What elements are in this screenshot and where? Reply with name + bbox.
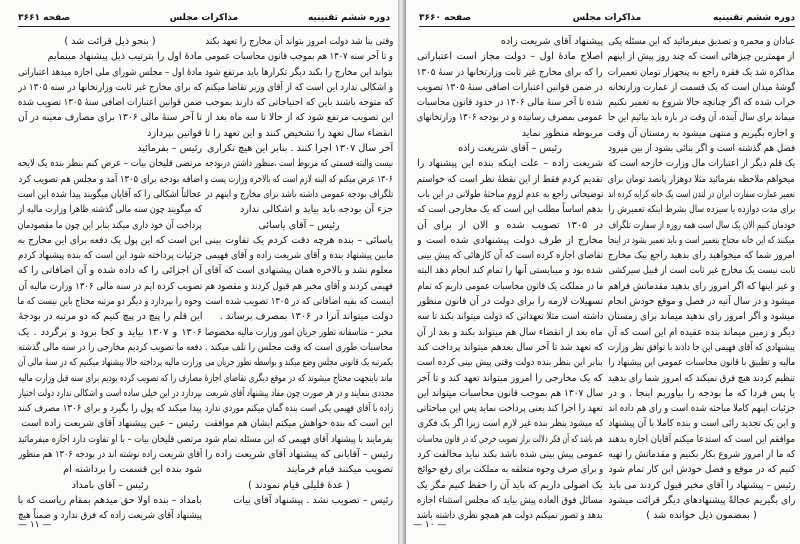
text-line-content: شده بود و میبایستی آنها را تمام کند انجام دهد البته: [417, 265, 603, 277]
text-line: [417, 34, 603, 49]
text-line: [417, 447, 603, 462]
text-line: [417, 172, 603, 187]
text-line: [417, 80, 603, 95]
text-line-content: میماند برای سال آینده، آن وقت در باره باید بیائیم این جا: [608, 112, 795, 124]
text-line: [18, 172, 202, 187]
text-line-content: و تا آخر سنه ۱۳۰۷ هم بموجب قانون محاسبات عمومی: [205, 51, 393, 63]
text-line-content: این قلم را پیچ در پیچ کنیم که دو مرتبه در بودجهٔ: [18, 311, 202, 323]
text-line: [608, 95, 795, 110]
text-line: [417, 309, 603, 324]
text-line-content: یا پس فردا که ما بودجه را بیاوریم اینجا . و در: [608, 387, 795, 399]
text-line: [417, 386, 603, 401]
folio: — ۱۱ —: [18, 520, 52, 530]
text-line-content: دیگر و زمین میماند بنده عقیده ام این است که آن: [608, 326, 795, 338]
text-line-content: را که برای مخارج غیر ثابت وزارتخانها در سنهٔ ۱۳۰۵: [417, 66, 603, 78]
text-line: [417, 355, 603, 370]
text-line-content: توضیحاتی راجع به عدم لزوم مباحثهٔ طولانی در این باب: [417, 188, 603, 200]
text-line: [417, 141, 603, 156]
text-line: [417, 279, 603, 294]
text-line-content: ۱۳۰۶ و ۱۳۰۷ بیاید و کجا برود و برگردد . یک: [18, 326, 202, 338]
text-line-content: مصارف را که تصویب کرده بودیم برای سنه قبل وزارت مالیه: [18, 372, 202, 384]
text-line: [417, 248, 603, 263]
text-line: [608, 325, 795, 340]
text-line: [205, 187, 393, 202]
text-line: [417, 432, 603, 447]
text-line-content: محاسبات طوری است که وقت مجلس را تلف میکند .: [205, 341, 393, 353]
text-line: [18, 294, 202, 309]
text-line-content: مخارج از طرف دولت پیشنهادی شده است و: [417, 234, 603, 246]
text-line: [417, 187, 603, 202]
text-line: [205, 233, 393, 248]
text-line-content: کنیم که در موقع و فصل خودش این کار تمام شود: [608, 464, 795, 476]
text-line-content: مذاکره شد یک فقره راجع به پنجهزار تومان تعمیرات: [608, 66, 795, 78]
text-line-content: تعهد را اجرا کند یعنی پرداخت نماید پس این مباحثاتی: [417, 403, 603, 415]
text-line-content: برای مدت دوازده یا سیزده سال بشرط اینکه تعمیرش را: [608, 204, 795, 216]
text-line: [205, 401, 393, 416]
text-line: [417, 156, 603, 171]
text-line: [205, 371, 393, 386]
text-line-content: تصویب کرده ایم در سنه مالی ۱۳۰۶ وزارت مالیه آن: [18, 280, 202, 292]
text-line-content: شود بنده این قسمت را برداشته ام: [63, 464, 202, 476]
text-line-content: ما در مملکت یک قانون محاسبات عمومی داریم که تمام: [417, 280, 603, 292]
text-line: [608, 202, 795, 217]
text-column-left: [417, 34, 603, 524]
text-line-content: در ۱۳۰۵ تصویب شده و الان از برای آن: [417, 219, 603, 231]
text-line: [205, 156, 393, 171]
text-line-content: شده تا آخر سنهٔ مالی ۱۳۰۶ در حدود قانون محاسبات: [417, 97, 603, 109]
text-line-content: انقضاء سال تعهد را تشخیص کنند و این تعهد را تا: [205, 127, 393, 139]
text-line-content: فهیمی کردند و آقای مخبر هم قبول کردند و مقصود هم: [205, 280, 393, 292]
text-line-content: رئیس – بفرمائید: [137, 143, 202, 155]
text-line: [205, 80, 393, 95]
text-line: [205, 202, 393, 217]
text-line: [205, 325, 393, 340]
text-line-content: آن اجزائی را که داده شده و آن اضافاتی را که: [18, 265, 202, 277]
text-line: [18, 401, 202, 416]
text-line-content: تنظیم کردند هیچ فرق نمیکند که امروز شما رای بدهید: [608, 372, 795, 384]
text-line: [608, 110, 795, 125]
text-line: [205, 493, 393, 508]
text-line: [205, 65, 393, 80]
text-line-content: وجوه را بپردازد و دیگر دو مرتبه محتاج باین نیست که ما: [18, 296, 202, 308]
text-line-content: دولت میتواند آنرا در ۱۳۰۶ بمصرف برساند .: [219, 311, 393, 323]
text-line-content: در ضمن قوانین اعتبارات اضافی سنهٔ ۱۳۰۵ تصویب: [417, 81, 603, 93]
text-line: [608, 248, 795, 263]
text-line: [417, 218, 603, 233]
text-line: [18, 49, 202, 64]
text-line: [417, 371, 603, 386]
text-line: [205, 49, 393, 64]
text-line: [608, 187, 795, 202]
text-line: [18, 187, 202, 202]
text-line: [608, 294, 795, 309]
text-line-content: هم باشد که آن فکر دلالت براز تصویب خرجی که در قانون محاسبات: [417, 433, 603, 445]
text-line-content: امروز شما که میخواهید رای بدهید راجع بیک مخارج: [608, 250, 795, 262]
text-line: [608, 309, 795, 324]
page-number: صفحه ۳۶۶۱: [18, 13, 71, 23]
text-line-content: موافقم این است که استدعا میکنم آقایان اجازه بدهند: [608, 433, 795, 445]
text-line-content: قوانین بپردازد: [147, 127, 202, 139]
text-line: [205, 126, 393, 141]
text-line-content: که متوجه باشند باین که احتیاجاتی که دارند بموجب: [205, 97, 393, 109]
text-line-content: زاده با آقای فهیمی یکی است بنده گمان میکنم موردی ندارد: [205, 403, 393, 415]
text-line: [205, 432, 393, 447]
text-line-content: میشود و در سال آتیه در فصل و موقع خودش انجام: [608, 296, 795, 308]
text-line: [417, 478, 603, 493]
book-gutter: [398, 0, 406, 544]
text-line-content: و اشکالی ندارد این است که از آقای وزیر تقاضا میکنم: [205, 81, 393, 93]
text-line: [18, 462, 202, 477]
text-line: [417, 401, 603, 416]
text-line-content: ضمن قوانین اعتبارات اضافی سنهٔ ۱۳۰۵ تصویب شده: [18, 97, 202, 109]
text-line-content: پیشنهاد آقای شریعت زاده: [500, 36, 603, 47]
text-line: [417, 416, 603, 431]
text-line-content: تقدیم کردم فقط از این نقطهٔ نظر است که خواستم: [417, 173, 603, 185]
text-line: [18, 218, 202, 233]
text-line-content: یک قلم دیگر از اعتبارات مال وزارت خارجه است که: [608, 158, 795, 170]
text-line-content: رئیس – آقایانی که پیشنهاد آقای شریعت زاده را: [205, 449, 393, 461]
text-line-content: بامداد – بنده اولا حق میدهم بمقام ریاست که با: [18, 494, 202, 506]
text-line-content: وقتی بنا شد دولت امروز بتواند آن مخارج را تعهد بکند: [205, 36, 393, 47]
text-line: [18, 110, 202, 125]
folio: — ۱۰ —: [413, 520, 447, 530]
text-line-content: و این یک تجدید رائی است و بنده کاملا با آن پیشنهاد: [608, 418, 795, 430]
text-line-content: و اجازه بگیریم و منتهی میشود به زمستان آن وقت: [608, 127, 795, 139]
text-line-content: که ما از امروز شروع بکار بکنیم و مقدماتش را تهیه: [608, 449, 795, 461]
text-line: [205, 110, 393, 125]
text-line-content: که تعهد شد تا آخر سال بعدهم میتواند پرداخت کند: [417, 341, 603, 353]
text-line: [417, 233, 603, 248]
text-line: [205, 416, 393, 431]
text-line-content: آقای شریعت زاده نوشته اند در بودجه ۱۳۰۶ هم منظور: [18, 449, 202, 461]
text-line-content: بدهم اساساً مطلب این است که یک مخارجی است که: [417, 204, 603, 216]
text-line-content: پیشنهاد آقای شریعت زاده که فرق ندارد و ضمناً هیچ: [18, 510, 202, 522]
text-line-content: مادهٔ اول – مجلس شورای ملی اجازه میدهد اعتباراتی: [18, 66, 202, 78]
text-line: [205, 386, 393, 401]
text-line: [18, 478, 202, 493]
text-line: [417, 340, 603, 355]
text-line-content: ( بمضمون ذیل خوانده شد ): [646, 510, 757, 522]
session-label: دوره ششم تقنینیه: [307, 13, 390, 23]
text-line-content: یکمرتبه یک قانونی مجلس وضع میکند و بواسطه تطور جریان می: [205, 357, 393, 369]
text-line: [205, 478, 393, 493]
text-line: [205, 447, 393, 462]
text-line: [608, 172, 795, 187]
text-line: [205, 95, 393, 110]
text-line-content: پیدا میکند که پول را بگیرد و برای ۱۳۰۶ مصرف کنند: [18, 403, 202, 415]
text-line: [18, 447, 202, 462]
text-line: [608, 401, 795, 416]
text-line-content: رئیس – آقای بامداد: [71, 479, 149, 491]
text-line-content: مابین پیشنهاد بنده و آقای شریعت زاده و آقای فهیمی: [205, 250, 393, 262]
text-line: [18, 80, 202, 95]
text-line: [608, 80, 795, 95]
text-line: [608, 126, 795, 141]
text-line-content: ۱۳۰۶ عرض میکنم که البته لازم است که بالاخره وزارت پست و: [205, 173, 393, 185]
text-line: [18, 493, 202, 508]
text-line: [417, 95, 603, 110]
text-line: [608, 263, 795, 278]
text-line: [417, 110, 603, 125]
text-line-content: این است که بنده خواهش میکنم ایشان هم موافقت: [205, 418, 393, 430]
text-line-content: وزارت مالیه پرداخته حالا پیشنهاد میکنیم که در سنهٔ مالی آن: [18, 357, 202, 369]
text-line-content: عمومی پیش بینی شده باشد بکند نباید مخالفت کرد: [417, 449, 603, 461]
text-column-left: [18, 34, 202, 524]
text-line-content: بنابر این بنظر بنده دولت وقتی پیش بینی کرده است: [417, 357, 603, 369]
text-line-content: ( بنحو ذیل قرائت شد ): [64, 36, 156, 47]
text-line-content: تسهیلات لازمه را برای دولت در آن قانون منظور: [417, 296, 603, 308]
text-line: [205, 172, 393, 187]
text-line: [608, 279, 795, 294]
text-line-content: نیست والبته قسمتی که مربوط است ،منظور داشتن دربودجه: [205, 158, 393, 170]
text-line: [608, 371, 795, 386]
text-line-content: رئیس – آقای یاسائی: [258, 219, 340, 231]
text-line: [608, 478, 795, 493]
text-line: [205, 279, 393, 294]
text-line-content: جزئیات اینهم کاملا مباحثه شده است و رای هم داده اند: [608, 403, 795, 415]
text-line: [205, 263, 393, 278]
text-line-content: میشود و اگر امروز رای ندهید میماند برای زمستان: [608, 311, 795, 323]
text-line-content: خراب شده که اگر چنانچه حالا شروع به تعمیر نکنیم: [608, 97, 795, 109]
text-line-content: که برای مخارج غیر ثابت وزارتخانها در سنه ۱۳۰۵ در: [18, 81, 202, 93]
text-line: [417, 462, 603, 477]
text-line-content: جزئیات پرداخته شود این است که بنده پیشنهاد کردم: [18, 250, 202, 262]
text-line-content: ماند باینجهت محتاج میشوند که در موقع دیگری تقاضای اجازهٔ: [205, 372, 393, 384]
text-line: [608, 141, 795, 156]
text-line-content: رئیس – پیشنهاد را آقای مخبر قبول کردند می باید: [608, 479, 795, 491]
text-line: [205, 141, 393, 156]
text-line-content: مخبر – متاسفانه تطور جریان امور وزارت مالیه مخصوصا: [205, 326, 393, 338]
text-line-content: تقاضای اجازه کرده است که آن کارهائی که پیش بینی: [417, 250, 603, 262]
text-line: [205, 355, 393, 370]
text-line-content: مسائل فوق العاده پیش بیاید که مجلس استثناء اجازه: [417, 494, 603, 506]
text-line: [205, 34, 393, 49]
text-line: [608, 508, 795, 523]
text-line-content: یک اصولی داریم که باید آن را حفظ کنیم مگر یک: [417, 479, 603, 491]
text-line: [205, 248, 393, 263]
text-line-content: و برای صرف وجوه متعلقه به مملکت برای رفع حوائج: [417, 464, 603, 476]
text-line-content: اینست که بقیه اضافاتی که در ۱۳۰۵ تصویب شده است: [205, 296, 393, 308]
text-line: [417, 493, 603, 508]
text-line: [608, 156, 795, 171]
text-line-content: عمومی بمصرف رسانیده و در بودجه ۱۳۰۶ وزارتخانهای: [417, 112, 603, 124]
text-line-content: مادهٔ اول را بترتیب ذیل پیشنهاد مینمایم: [47, 51, 202, 63]
text-line-content: گوشهٔ میدان است که یک قسمت از عمارت وزارتخانه: [608, 81, 795, 93]
text-line-content: مرتضی قلیخان بیات – عرض کنم بنظر بنده یک لایحه: [18, 158, 202, 170]
text-line-content: ثابت نیست یک مخارج غیر ثابت است از قبیل سیرکشی: [608, 265, 795, 277]
text-line-content: تا آخر سنهٔ مالی ۱۳۰۶ برای مصارف معینه در آن: [18, 112, 202, 124]
text-line-content: جزء آن بودجه باید بیاید و اشکالی ندارد: [239, 204, 393, 216]
text-line: [18, 233, 202, 248]
text-line: [608, 447, 795, 462]
text-line-content: دفعه ما تصویب کردیم مخارجی را در سنه مالی گذشته: [18, 341, 202, 353]
text-line-content: معلوم نشد و بالاخره همان پیشنهادی است که آقای: [205, 265, 393, 277]
text-line: [608, 432, 795, 447]
text-line: [608, 49, 795, 64]
text-line-content: تعمیر عمارت سفارت ایران در لندن است یک خانه کرایه کرده اند: [608, 188, 795, 200]
text-line-content: که میگویند چون سنه مالی گذشته ظاهرا وزارت مالیه از: [18, 204, 202, 216]
page-number: صفحه ۳۶۶۰: [419, 13, 472, 23]
text-line: [608, 34, 795, 49]
text-line-content: که یک مخارجی را امروز میتواند تعهد کند و تا آخر: [417, 372, 603, 384]
text-line-content: رای بگیریم عجالةً پیشنهادهای دیگر قرائت میشود: [608, 494, 795, 506]
text-line: [608, 340, 795, 355]
text-line-content: مرتضی قلیخان بیات – با او تفاوت دارد اجازه میفرمائید: [18, 433, 202, 445]
text-line-content: سال ۱۳۰۷ هم بموجب قانون محاسبات میتواند این: [417, 387, 603, 399]
text-line-content: بفرمایند با پیشنهاد آقای فهیمی که این مسئله تمام شود: [205, 433, 393, 445]
text-line: [18, 263, 202, 278]
page-header: [18, 10, 390, 27]
text-line: [18, 355, 202, 370]
text-line-content: رئیس – تصویب نشد . پیشنهاد آقای بیات: [233, 494, 393, 506]
text-line: [608, 355, 795, 370]
text-line-content: بتواند این مخارج را بکند دیگر تکرارها باید مرتفع شود: [205, 66, 393, 78]
text-line: [608, 416, 795, 431]
text-line-content: رئیس – آقای شریعت زاده: [458, 143, 562, 155]
text-line: [608, 218, 795, 233]
text-line: [417, 126, 603, 141]
text-line: [417, 202, 603, 217]
text-line-content: اضافه بودجه برای ۱۳۰۵ آمد و مجلس هم تصویب کرد: [18, 173, 202, 185]
text-line-content: مجددی بنمایند و در هر صورت چون مفاد پیشنهاد آقای شریعت: [205, 387, 393, 399]
text-line-content: که میشود بنظر بنده غیر لازم است زیرا اگر یک فکری: [417, 418, 603, 430]
text-column-right: [205, 34, 393, 508]
text-line: [205, 340, 393, 355]
text-line-content: بدهد و تصور نمیکنم دولت هم همچو نظری داشته باشد: [417, 510, 603, 522]
text-line-content: خودمان کنیم الان یک سال است همه روزه از سفارت تلگراف: [608, 219, 795, 231]
text-line: [18, 371, 202, 386]
page-header: [419, 10, 795, 27]
text-line-content: این است که این پول یک دفعه برای این مخارج به: [18, 234, 202, 246]
text-line: [18, 126, 202, 141]
text-line: [18, 279, 202, 294]
text-line: [205, 309, 393, 324]
text-line: [18, 95, 202, 110]
text-line: [608, 462, 795, 477]
text-line-content: شریعت زاده – علت اینکه بنده این پیشنهاد را: [417, 158, 603, 170]
text-line: [18, 141, 202, 156]
text-line: [18, 416, 202, 431]
text-line-content: یاسائی – بنده هرچه دقت کردم یک تفاوت بینی: [205, 234, 393, 246]
text-line: [18, 432, 202, 447]
text-line-content: از مهمترین چیزهائی است که چند روز پیش از اینهم: [608, 51, 795, 63]
session-label: دوره ششم تقنینیه: [712, 13, 795, 23]
text-line: [417, 49, 603, 64]
text-line-content: اصلاح مادهٔ اول – دولت مجاز است اعتباراتی: [417, 51, 603, 63]
text-line-content: بپردازد در این خیلی ساده است و اشکالی ندارد دولت اختیار: [18, 387, 202, 399]
text-line-content: تصویب میکنند قیام فرمایند: [286, 464, 393, 476]
running-title: مذاکرات مجلس: [572, 13, 642, 23]
text-line-content: رئیس – عین پیشنهاد آقای شریعت زاده است: [21, 418, 199, 430]
text-line-content: میخواهم ملاحظه بفرمائید مثلا دوهزار پانصد تومان برای: [608, 173, 795, 185]
text-line-content: پیشنهادی که آقای فهیمی این جا دادند با توافق نظر وزارت: [608, 341, 795, 353]
text-line: [18, 202, 202, 217]
text-line-content: فصل هم گذشته است و اگر بنائی بشود از بین میرود: [608, 143, 795, 155]
text-line: [18, 386, 202, 401]
text-line-content: میکنند که این خانه محتاج بتعمیر است و باید تعمیر بشود در اینجا: [608, 234, 795, 246]
text-line: [417, 65, 603, 80]
text-line: [18, 340, 202, 355]
text-line-content: عبادان و محمره و تصدیق میفرمائید که این مسئله یکی: [608, 36, 795, 47]
text-line: [417, 294, 603, 309]
text-line: [18, 248, 202, 263]
text-line: [205, 294, 393, 309]
text-line: [18, 156, 202, 171]
text-line: [205, 462, 393, 477]
text-line-content: آخر سال ۱۳۰۷ اجرا کنند . بنابر این هیچ تکراری: [206, 143, 393, 155]
text-line-content: ( عدهٔ قلیلی قیام نمودند ): [248, 479, 350, 491]
text-line: [417, 263, 603, 278]
text-line: [18, 309, 202, 324]
text-line: [608, 493, 795, 508]
text-line-content: این تصویب مرتفع شود که از حالا تا سه ماه بعد از: [205, 112, 393, 124]
text-line: [205, 218, 393, 233]
text-line-content: ماه بعد از انقضاء سال هم میتواند بکند و بعد از آن: [417, 326, 603, 338]
text-line: [608, 65, 795, 80]
text-line-content: عجالتاً اشکالی را که آقایان میگویند پیدا شده این است: [18, 188, 202, 200]
text-line: [18, 65, 202, 80]
text-line-content: پرداخت آن خود داری میکند بنابر این چون ما مقصودمان: [18, 219, 202, 231]
text-line: [417, 325, 603, 340]
right-page: [403, 0, 800, 544]
text-line-content: و غیر اینها که اگر امروز رای بدهید مقدماتش فراهم: [608, 280, 795, 292]
running-title: مذاکرات مجلس: [169, 13, 239, 23]
text-line-content: داشته است مثلا تعهداتی که دولت میتواند بکند تا سه: [417, 311, 603, 323]
text-line: [18, 325, 202, 340]
text-line: [608, 386, 795, 401]
text-line-content: مالیه و تطبیق با قانون محاسبات عمومی این پیشنهاد را: [608, 357, 795, 369]
text-line: [18, 34, 202, 49]
text-column-right: [608, 34, 795, 524]
text-line-content: تلگراف بودجه عمومی داشته باشد برای مخارج و اینهم در: [205, 188, 393, 200]
text-line-content: مربوطه منظور نماید: [521, 127, 603, 139]
text-line: [608, 233, 795, 248]
